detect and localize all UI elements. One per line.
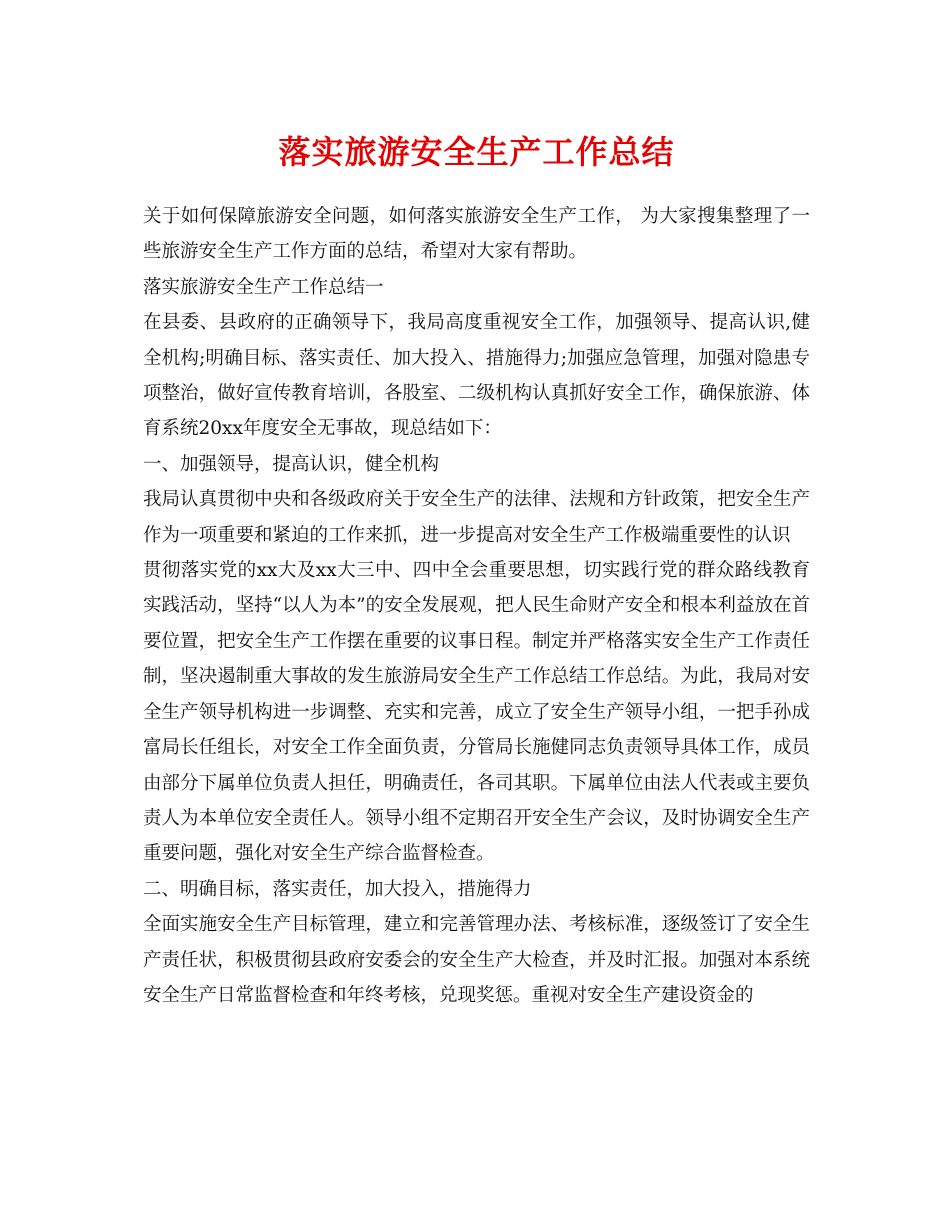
body-paragraph: 贯彻落实党的xx大及xx大三中、四中全会重要思想，切实践行党的群众路线教育实践活动，坚持“以人为本”的安全发展观，把人民生命财产安全和根本利益放在首要位置，把安全生产工作摆在重要的议事日程。制定并严格落实安全生产工作责任制，坚决遏制重大事故的发生旅游局安全生产工作总结工作总结。为此，我局对安全生产领导机构进一步调整、充实和完善，成立了安全生产领导小组，一把手孙成富局长任组长，对安全工作全面负责，分管局长施健同志负责领导具体工作，成员由部分下属单位负责人担任，明确责任，各司其职。下属单位由法人代表或主要负责人为本单位安全责任人。领导小组不定期召开安全生产会议，及时协调安全生产重要问题，强化对安全生产综合监督检查。: [143, 560, 810, 865]
section-heading-two: 二、明确目标，落实责任，加大投入，措施得力: [143, 878, 532, 900]
document-title: 落实旅游安全生产工作总结: [278, 133, 675, 171]
section-heading-one: 一、加强领导，提高认识，健全机构: [143, 453, 440, 475]
section-heading-summary-one: 落实旅游安全生产工作总结一: [143, 276, 384, 298]
body-paragraph: 在县委、县政府的正确领导下，我局高度重视安全工作，加强领导、提高认识,健全机构;明确目标、落实责任、加大投入、措施得力;加强应急管理，加强对隐患专项整治，做好宣传教育培训，各股室、二级机构认真抓好安全工作，确保旅游、体育系统20xx年度安全无事故，现总结如下：: [143, 312, 810, 440]
body-paragraph: 我局认真贯彻中央和各级政府关于安全生产的法律、法规和方针政策，把安全生产作为一项重要和紧迫的工作来抓，进一步提高对安全生产工作极端重要性的认识: [143, 489, 810, 546]
document-body: [143, 199, 810, 1013]
intro-paragraph: 关于如何保障旅游安全问题，如何落实旅游安全生产工作， 为大家搜集整理了一些旅游安全生产工作方面的总结，希望对大家有帮助。: [143, 206, 810, 263]
body-paragraph: 全面实施安全生产目标管理，建立和完善管理办法、考核标准，逐级签订了安全生产责任状，积极贯彻县政府安委会的安全生产大检查，并及时汇报。加强对本系统安全生产日常监督检查和年终考核，兑现奖惩。重视对安全生产建设资金的: [143, 914, 810, 1006]
